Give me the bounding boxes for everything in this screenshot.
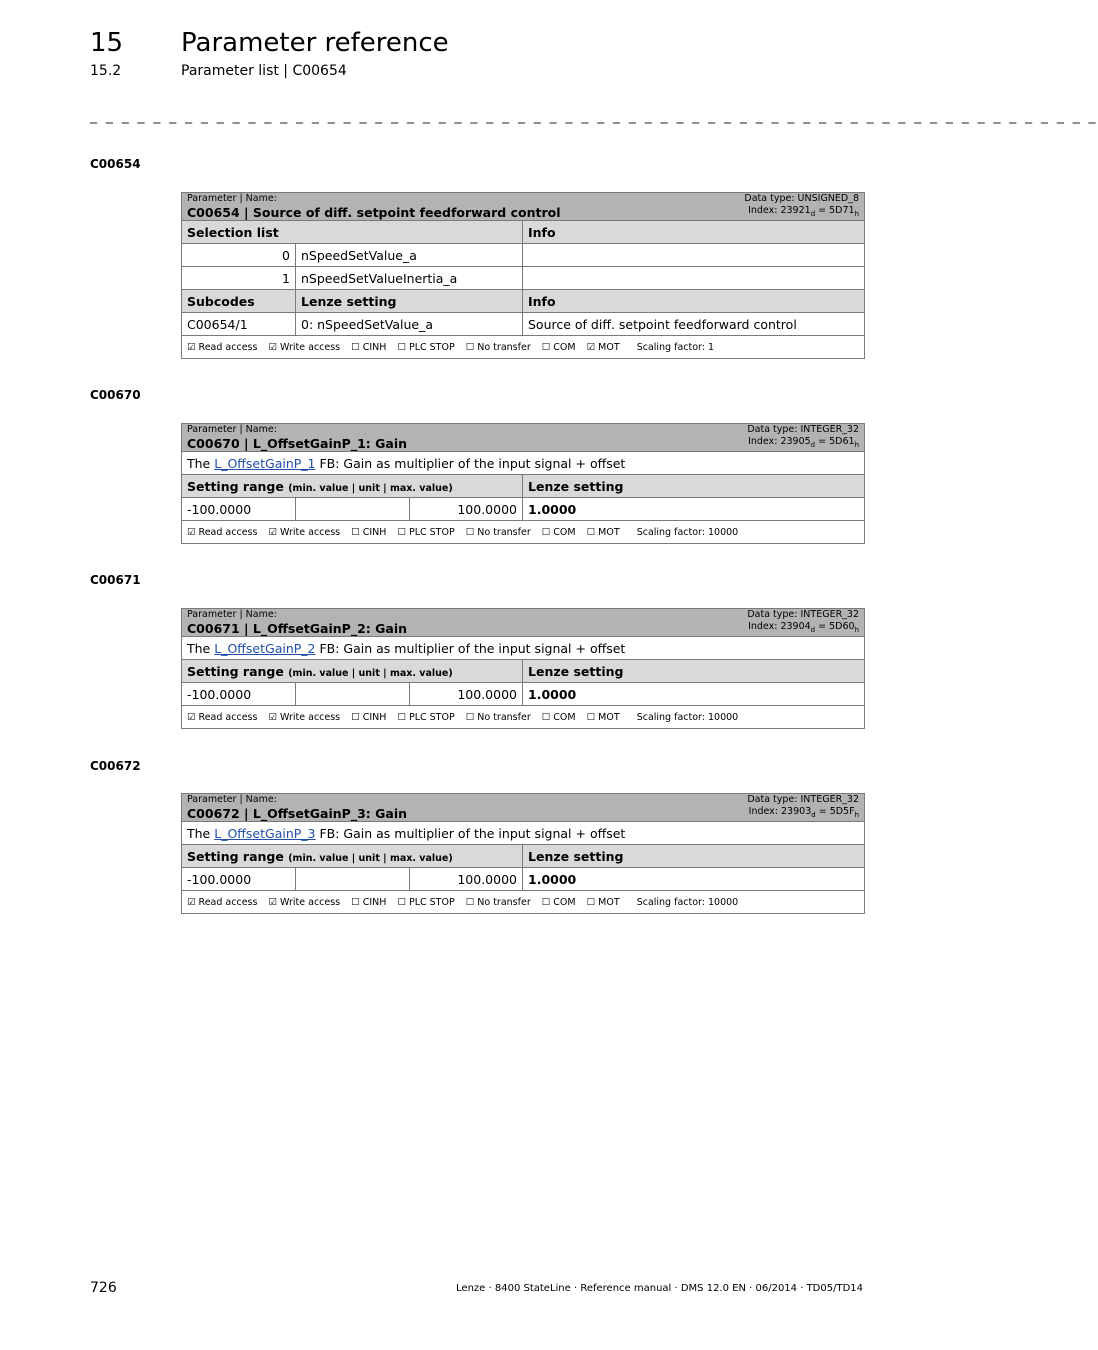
param-label: Parameter | Name: <box>187 609 277 620</box>
max-value: 100.0000 <box>410 868 523 891</box>
flags-row <box>182 336 865 359</box>
selection-list-header: Selection list <box>182 221 523 244</box>
min-value: -100.0000 <box>182 868 296 891</box>
heading-c00670: C00670 <box>90 388 141 402</box>
param-table-c00672 <box>181 793 865 914</box>
com-flag: ☐ COM <box>541 896 576 908</box>
unit <box>296 498 410 521</box>
no-transfer-flag: ☐ No transfer <box>465 711 531 723</box>
mot-flag: ☐ MOT <box>586 896 620 908</box>
scaling-factor: Scaling factor: 10000 <box>636 526 739 538</box>
plc-stop-flag: ☐ PLC STOP <box>397 711 455 723</box>
selection-text: nSpeedSetValue_a <box>296 244 523 267</box>
lenze-setting-value: 1.0000 <box>523 868 865 891</box>
write-access-flag: ☑ Write access <box>268 341 341 353</box>
subcode-info: Source of diff. setpoint feedforward control <box>523 313 865 336</box>
footer-text: Lenze · 8400 StateLine · Reference manual · DMS 12.0 EN · 06/2014 · TD05/TD14 <box>456 1283 863 1294</box>
no-transfer-flag: ☐ No transfer <box>465 341 531 353</box>
subcode-lenze: 0: nSpeedSetValue_a <box>296 313 523 336</box>
heading-c00672: C00672 <box>90 759 141 773</box>
param-table-c00670 <box>181 423 865 544</box>
mot-flag: ☐ MOT <box>586 711 620 723</box>
write-access-flag: ☑ Write access <box>268 526 341 538</box>
separator-line: _ _ _ _ _ _ _ _ _ _ _ _ _ _ _ _ _ _ _ _ _ _ _ _ _ _ _ _ _ _ _ _ _ _ _ _ _ _ _ _ _ _ _ _ _ _ _ _ _ _ _ _ _ _ _ _ _ _ _ _ _ _ _ _ <box>90 108 1098 124</box>
flags-row <box>182 706 865 729</box>
section-title: Parameter list | C00654 <box>181 63 347 79</box>
setting-range-header-row <box>182 475 865 498</box>
max-value: 100.0000 <box>410 498 523 521</box>
info-header: Info <box>523 221 865 244</box>
read-access-flag: ☑ Read access <box>187 341 258 353</box>
read-access-flag: ☑ Read access <box>187 711 258 723</box>
selection-info <box>523 244 865 267</box>
selection-value: 0 <box>182 244 296 267</box>
description-row: The L_OffsetGainP_2 FB: Gain as multiplier of the input signal + offset <box>182 637 865 660</box>
setting-range-header: Setting range (min. value | unit | max. value) <box>182 475 523 498</box>
lenze-setting-header: Lenze setting <box>523 475 865 498</box>
fb-link[interactable]: L_OffsetGainP_3 <box>214 825 316 841</box>
cinh-flag: ☐ CINH <box>351 711 387 723</box>
cinh-flag: ☐ CINH <box>351 526 387 538</box>
index: Index: $23904_d = 5D60_h$ <box>748 621 860 634</box>
lenze-setting-header: Lenze setting <box>523 845 865 868</box>
param-label: Parameter | Name: <box>187 794 277 805</box>
section-number: 15.2 <box>90 63 122 79</box>
no-transfer-flag: ☐ No transfer <box>465 526 531 538</box>
unit <box>296 683 410 706</box>
param-name: C00670 | L_OffsetGainP_1: Gain <box>187 436 408 451</box>
param-header <box>182 424 865 452</box>
selection-info <box>523 267 865 290</box>
setting-range-header: Setting range (min. value | unit | max. value) <box>182 660 523 683</box>
scaling-factor: Scaling factor: 10000 <box>636 711 739 723</box>
subcode-header-row <box>182 290 865 313</box>
write-access-flag: ☑ Write access <box>268 711 341 723</box>
table-row <box>182 868 865 891</box>
index: Index: $23905_d = 5D61_h$ <box>748 436 860 449</box>
min-value: -100.0000 <box>182 683 296 706</box>
read-access-flag: ☑ Read access <box>187 526 258 538</box>
param-name: C00671 | L_OffsetGainP_2: Gain <box>187 621 408 636</box>
write-access-flag: ☑ Write access <box>268 896 341 908</box>
max-value: 100.0000 <box>410 683 523 706</box>
data-type: Data type: INTEGER_32 <box>747 794 860 805</box>
setting-range-header-row <box>182 845 865 868</box>
plc-stop-flag: ☐ PLC STOP <box>397 341 455 353</box>
min-value: -100.0000 <box>182 498 296 521</box>
table-row <box>182 498 865 521</box>
description-row: The L_OffsetGainP_1 FB: Gain as multiplier of the input signal + offset <box>182 452 865 475</box>
flags-row <box>182 891 865 914</box>
com-flag: ☐ COM <box>541 711 576 723</box>
table-row <box>182 683 865 706</box>
param-header <box>182 794 865 822</box>
data-type: Data type: INTEGER_32 <box>747 424 860 435</box>
heading-c00654: C00654 <box>90 157 141 171</box>
param-table-c00654 <box>181 192 865 359</box>
data-type: Data type: INTEGER_32 <box>747 609 860 620</box>
com-flag: ☐ COM <box>541 341 576 353</box>
param-label: Parameter | Name: <box>187 424 277 435</box>
table-row <box>182 313 865 336</box>
plc-stop-flag: ☐ PLC STOP <box>397 526 455 538</box>
param-header <box>182 193 865 221</box>
heading-c00671: C00671 <box>90 573 141 587</box>
description-row: The L_OffsetGainP_3 FB: Gain as multiplier of the input signal + offset <box>182 822 865 845</box>
no-transfer-flag: ☐ No transfer <box>465 896 531 908</box>
param-name: C00654 | Source of diff. setpoint feedforward control <box>187 205 561 220</box>
scaling-factor: Scaling factor: 10000 <box>636 896 739 908</box>
mot-flag: ☐ MOT <box>586 526 620 538</box>
param-name: C00672 | L_OffsetGainP_3: Gain <box>187 806 408 821</box>
param-table-c00671 <box>181 608 865 729</box>
info-header: Info <box>523 290 865 313</box>
chapter-title: Parameter reference <box>181 28 449 58</box>
page-number: 726 <box>90 1280 117 1296</box>
selection-value: 1 <box>182 267 296 290</box>
chapter-number: 15 <box>90 28 124 58</box>
com-flag: ☐ COM <box>541 526 576 538</box>
cinh-flag: ☐ CINH <box>351 896 387 908</box>
selection-text: nSpeedSetValueInertia_a <box>296 267 523 290</box>
subcode: C00654/1 <box>182 313 296 336</box>
fb-link[interactable]: L_OffsetGainP_2 <box>214 640 316 656</box>
setting-range-header: Setting range (min. value | unit | max. value) <box>182 845 523 868</box>
table-row <box>182 267 865 290</box>
scaling-factor: Scaling factor: 1 <box>636 341 715 353</box>
subcodes-header: Subcodes <box>182 290 296 313</box>
index: Index: $23921_d = 5D71_h$ <box>748 205 860 218</box>
lenze-setting-value: 1.0000 <box>523 683 865 706</box>
lenze-setting-header: Lenze setting <box>523 660 865 683</box>
flags-row <box>182 521 865 544</box>
plc-stop-flag: ☐ PLC STOP <box>397 896 455 908</box>
setting-range-header-row <box>182 660 865 683</box>
data-type: Data type: UNSIGNED_8 <box>744 193 860 204</box>
lenze-setting-header: Lenze setting <box>296 290 523 313</box>
read-access-flag: ☑ Read access <box>187 896 258 908</box>
table-row <box>182 244 865 267</box>
lenze-setting-value: 1.0000 <box>523 498 865 521</box>
param-header <box>182 609 865 637</box>
mot-flag: ☑ MOT <box>586 341 620 353</box>
unit <box>296 868 410 891</box>
param-label: Parameter | Name: <box>187 193 277 204</box>
cinh-flag: ☐ CINH <box>351 341 387 353</box>
index: Index: $23903_d = 5D5F_h$ <box>748 806 860 819</box>
fb-link[interactable]: L_OffsetGainP_1 <box>214 455 316 471</box>
selection-header-row <box>182 221 865 244</box>
